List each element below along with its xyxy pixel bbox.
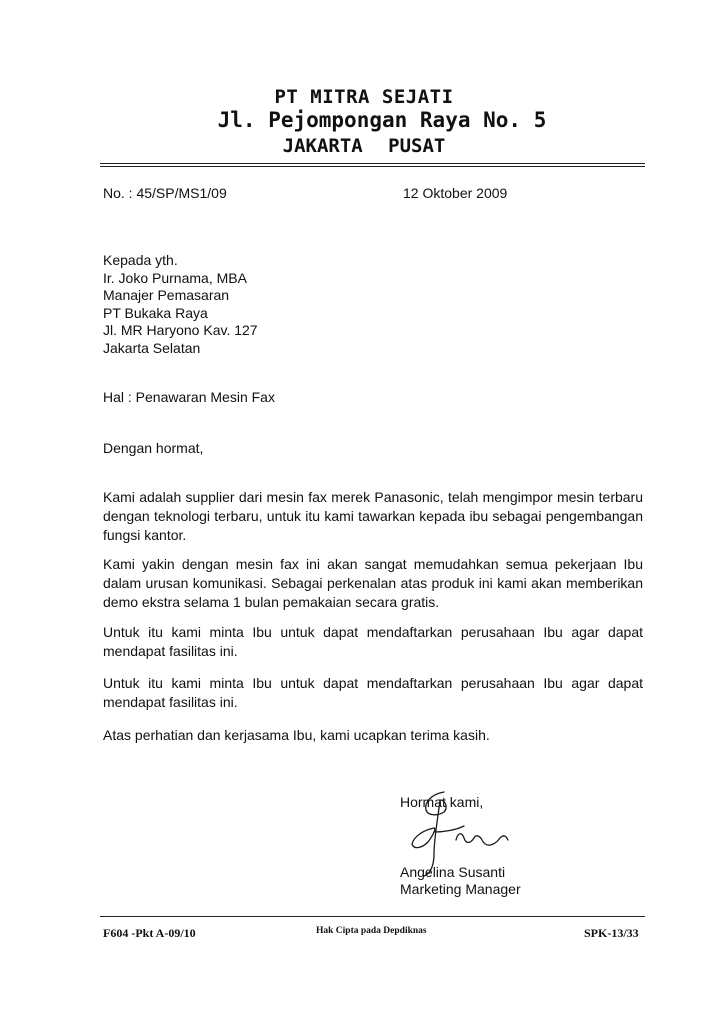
recipient-line: PT Bukaka Raya — [103, 304, 208, 321]
recipient-line: Ir. Joko Purnama, MBA — [103, 269, 247, 286]
recipient-line: Jl. MR Haryono Kav. 127 — [103, 322, 258, 338]
letter-date: 12 Oktober 2009 — [403, 185, 508, 201]
company-city: JAKARTA PUSAT — [282, 135, 446, 157]
company-address: Jl. Pejompongan Raya No. 5 — [217, 108, 547, 132]
letterhead-rule-top — [100, 163, 645, 164]
salutation: Dengan hormat, — [103, 440, 204, 456]
body-paragraph: Untuk itu kami minta Ibu untuk dapat mendaftarkan perusahaan Ibu agar dapat mendapat fasilitas ini. — [103, 624, 643, 659]
recipient-line: Jakarta Selatan — [103, 339, 201, 356]
signer-title: Marketing Manager — [400, 881, 521, 897]
recipient-line: Manajer Pemasaran — [103, 287, 230, 303]
footer-page-code: SPK-13/33 — [584, 926, 639, 940]
footer-code: F604 -Pkt A-09/10 — [103, 926, 196, 940]
recipient-block — [103, 252, 258, 357]
letter-number: No. : 45/SP/MS1/09 — [103, 185, 227, 201]
recipient-line: Kepada yth. — [103, 252, 178, 268]
body-paragraph: Kami yakin dengan mesin fax ini akan sangat memudahkan semua pekerjaan Ibu dalam urusan komunikasi. Sebagai perkenalan atas produk ini kami akan memberikan demo ekstra selama 1 bulan pemakaian secara gratis. — [103, 556, 643, 610]
letter-subject: Hal : Penawaran Mesin Fax — [103, 389, 275, 405]
letterhead-rule-bottom — [100, 166, 645, 167]
footer-rule — [100, 916, 645, 917]
body-paragraph: Untuk itu kami minta Ibu untuk dapat mendaftarkan perusahaan Ibu agar dapat mendapat fasilitas ini. — [103, 675, 643, 710]
body-paragraph: Atas perhatian dan kerjasama Ibu, kami ucapkan terima kasih. — [103, 727, 490, 743]
company-name: PT MITRA SEJATI — [274, 86, 454, 108]
signer-name: Angelina Susanti — [400, 864, 506, 880]
footer-copyright: Hak Cipta pada Depdiknas — [316, 926, 427, 936]
body-paragraph: Kami adalah supplier dari mesin fax merek Panasonic, telah mengimpor mesin terbaru dengan teknologi terbaru, untuk itu kami tawarkan kepada ibu sebagai pengembangan fungsi kantor. — [103, 489, 643, 543]
closing-greeting: Hormat kami, — [400, 794, 484, 810]
